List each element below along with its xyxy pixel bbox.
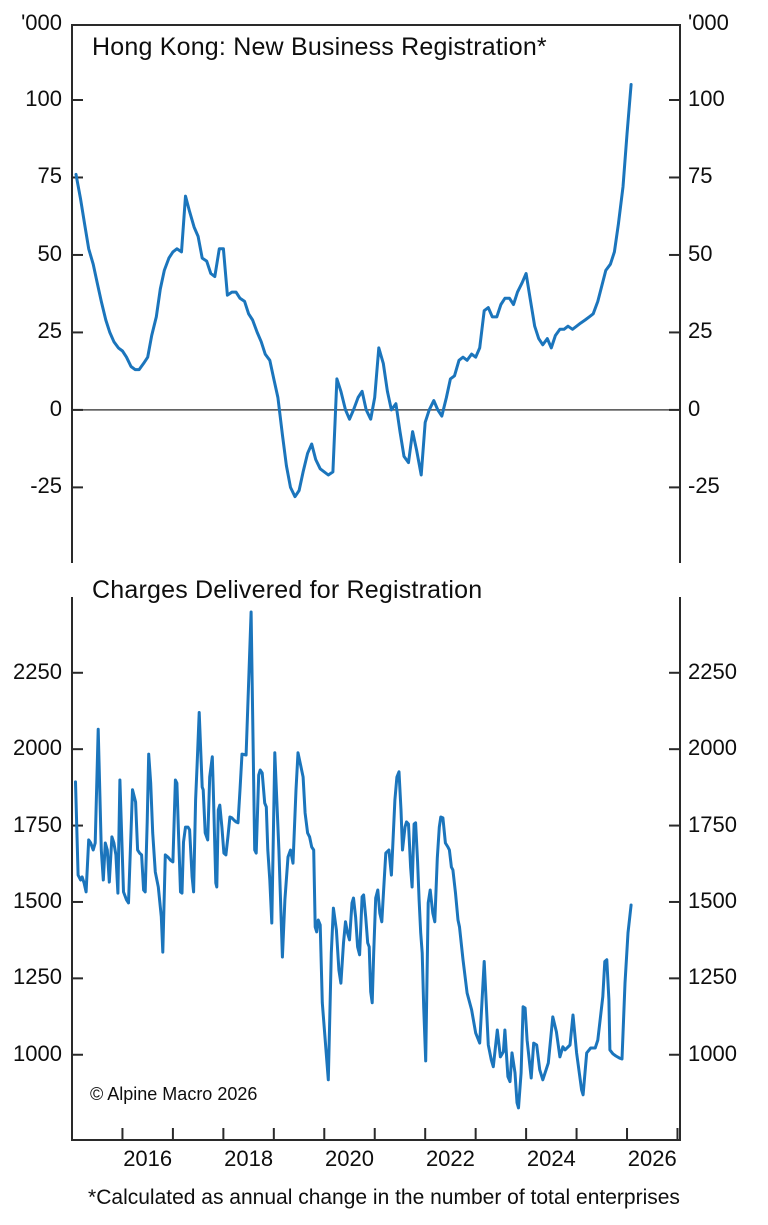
- panel-0-ytick-label-right-75: 75: [688, 163, 713, 189]
- panel-1-frame: [72, 597, 680, 1140]
- panel-1-ytick-label-right-1750: 1750: [688, 811, 737, 837]
- copyright-note: © Alpine Macro 2026: [90, 1084, 258, 1104]
- panel-0-ytick-label-left-50: 50: [37, 240, 62, 266]
- panel-1-ytick-label-right-1000: 1000: [688, 1040, 737, 1066]
- panel-0-ytick-label-right-0: 0: [688, 395, 701, 421]
- xtick-label-2024: 2024: [526, 1146, 576, 1171]
- panel-0-ytick-label-left-0: 0: [49, 395, 62, 421]
- panel-1-ytick-label-right-1250: 1250: [688, 964, 737, 990]
- panel-1-ytick-label-left-2250: 2250: [13, 658, 62, 684]
- panel-0-ytick-label-left-100: 100: [25, 85, 62, 111]
- panel-1-ytick-label-right-2000: 2000: [688, 735, 737, 761]
- panel-1-ytick-label-right-2250: 2250: [688, 658, 737, 684]
- panel-1-ytick-label-left-1500: 1500: [13, 887, 62, 913]
- xtick-label-2026: 2026: [627, 1146, 677, 1171]
- top-panel-unit-label-left: '000: [21, 10, 62, 35]
- top-panel-title: Hong Kong: New Business Registration*: [92, 33, 547, 61]
- panel-1-ytick-label-left-1750: 1750: [13, 811, 62, 837]
- panel-0-ytick-label-left-75: 75: [37, 163, 62, 189]
- xtick-label-2016: 2016: [123, 1146, 173, 1171]
- panel-0-ytick-label-right--25: -25: [688, 473, 720, 499]
- panel-0-frame: [72, 25, 680, 563]
- top-panel-unit-label-right: '000: [688, 10, 729, 35]
- panel-0-ytick-label-right-25: 25: [688, 318, 713, 344]
- series-line-1: [76, 612, 632, 1108]
- xtick-label-2018: 2018: [224, 1146, 274, 1171]
- panel-1-ytick-label-left-2000: 2000: [13, 735, 62, 761]
- panel-0-ytick-label-left--25: -25: [30, 473, 62, 499]
- panel-1-ytick-label-left-1250: 1250: [13, 964, 62, 990]
- xtick-label-2022: 2022: [425, 1146, 475, 1171]
- panel-0-ytick-label-left-25: 25: [37, 318, 62, 344]
- series-line-0: [76, 85, 631, 497]
- bottom-panel-title: Charges Delivered for Registration: [92, 576, 483, 604]
- xtick-label-2020: 2020: [325, 1146, 374, 1171]
- footnote: *Calculated as annual change in the number of total enterprises: [88, 1186, 680, 1209]
- panel-0-ytick-label-right-50: 50: [688, 240, 713, 266]
- panel-1-ytick-label-left-1000: 1000: [13, 1040, 62, 1066]
- panel-1-ytick-label-right-1500: 1500: [688, 887, 737, 913]
- panel-0-ytick-label-right-100: 100: [688, 85, 725, 111]
